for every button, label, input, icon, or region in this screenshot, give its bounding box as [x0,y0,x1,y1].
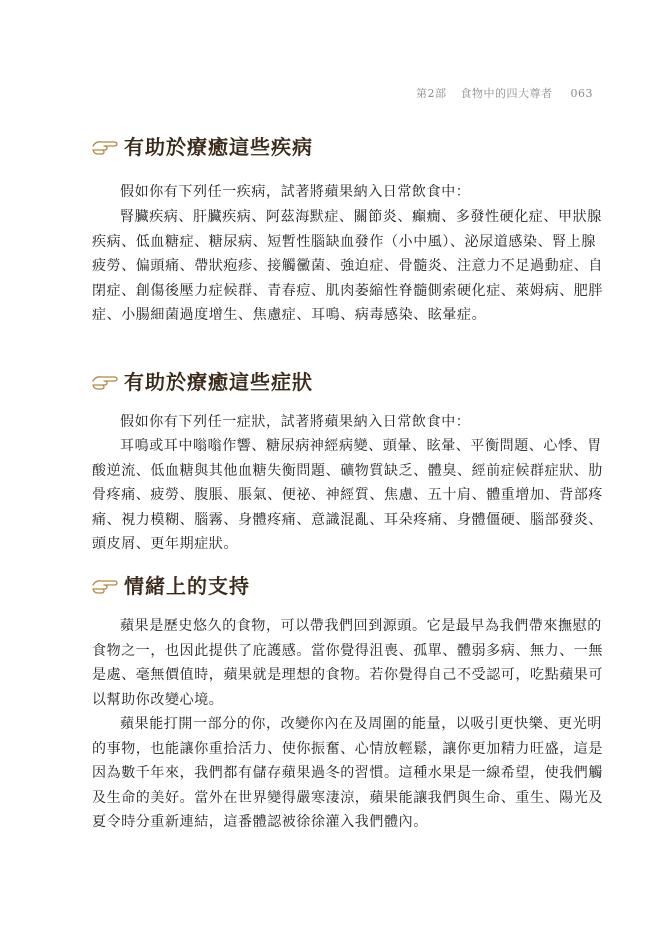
section-heading-symptoms [92,366,313,395]
header-title: 食物中的四大尊者 [460,87,553,100]
section-heading-text: 有助於療癒這些症狀 [124,370,313,394]
diseases-list: 腎臟疾病、肝臟疾病、阿茲海默症、關節炎、癲癇、多發性硬化症、甲狀腺疾病、低血糖症、糖尿病、短暫性腦缺血發作（小中風）、泌尿道感染、腎上腺疲勞、偏頭痛、帶狀疱疹、接觸黴菌、強迫症、骨髓炎、注意力不足過動症、自閉症、創傷後壓力症候群、青春痘、肌肉萎縮性脊髓側索硬化症、萊姆病、肥胖症、小腸細菌過度增生、焦慮症、耳鳴、病毒感染、眩暈症。 [92,209,603,323]
diseases-intro: 假如你有下列任一疾病，試著將蘋果納入日常飲食中： [120,184,471,200]
pointing-hand-icon [92,576,118,594]
pointing-hand-icon [92,137,118,155]
page-number: 063 [570,87,593,100]
section-heading-text: 情緒上的支持 [124,574,250,598]
emotional-paragraph-2: 蘋果能打開一部分的你，改變你內在及周圍的能量，以吸引更快樂、更光明的事物，也能讓你重拾活力、使你振奮、心情放輕鬆，讓你更加精力旺盛，這是因為數千年來，我們都有儲存蘋果過冬的習慣。這種水果是一線希望，使我們觸及生命的美好。當外在世界變得嚴寒淒涼，蘋果能讓我們與生命、重生、陽光及夏令時分重新連結，這番體認被徐徐灌入我們體內。 [92,716,603,830]
header-chapter: 第2部 [416,87,447,100]
symptoms-list: 耳鳴或耳中嗡嗡作響、糖尿病神經病變、頭暈、眩暈、平衡問題、心悸、胃酸逆流、低血糖與其他血糖失衡問題、礦物質缺乏、體臭、經前症候群症狀、肋骨疼痛、疲勞、腹脹、脹氣、便祕、神經質、焦慮、五十肩、體重增加、背部疼痛、視力模糊、腦霧、身體疼痛、意識混亂、耳朵疼痛、身體僵硬、腦部發炎、頭皮屑、更年期症狀。 [92,438,603,552]
emotional-paragraph-1: 蘋果是歷史悠久的食物，可以帶我們回到源頭。它是最早為我們帶來撫慰的食物之一，也因此提供了庇護感。當你覺得沮喪、孤單、體弱多病、無力、一無是處、毫無價值時，蘋果就是理想的食物。若你覺得自己不受認可，吃點蘋果可以幫助你改變心境。 [92,618,603,708]
section-heading-diseases [92,131,313,160]
section-heading-text: 有助於療癒這些疾病 [124,135,313,159]
pointing-hand-icon [92,372,118,390]
symptoms-intro: 假如你有下列任一症狀，試著將蘋果納入日常飲食中： [120,414,471,430]
running-header [416,85,593,101]
section-heading-emotional [92,570,250,599]
